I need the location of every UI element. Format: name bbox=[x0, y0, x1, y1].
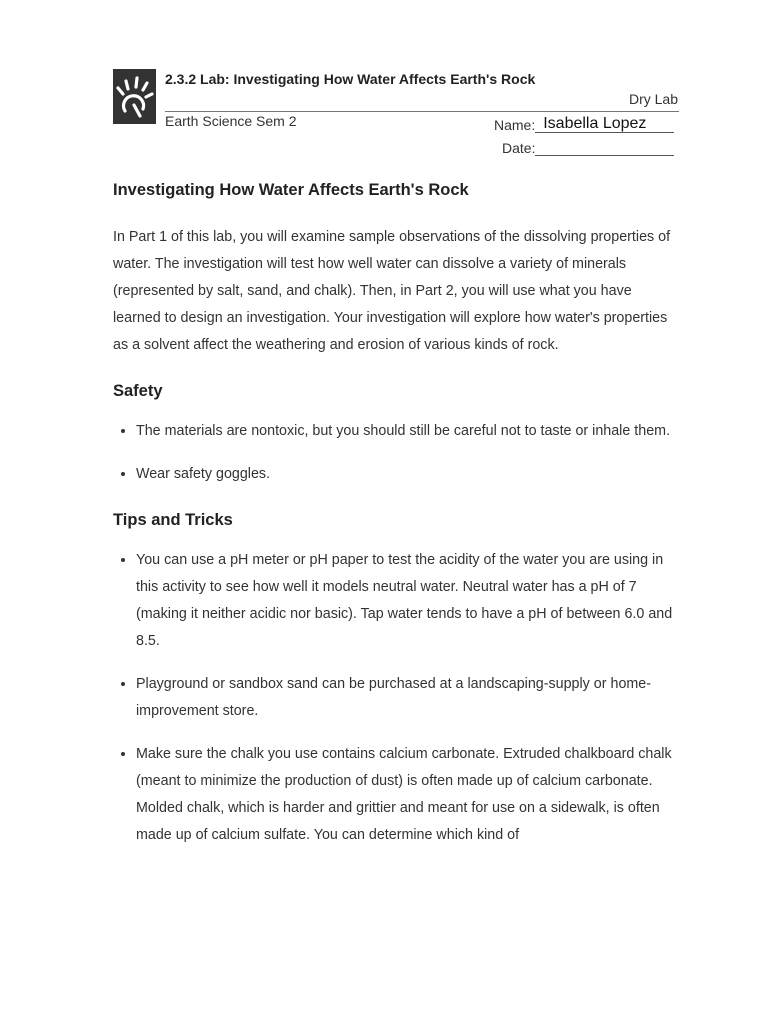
name-field-row bbox=[494, 114, 674, 133]
tips-heading: Tips and Tricks bbox=[113, 511, 233, 529]
name-label: Name: bbox=[494, 117, 536, 133]
list-item: • You can use a pH meter or pH paper to test the acidity of the water you are using in this activity to see how well it models neutral water. Neutral water has a pH of 7 (making it neither acidic nor basic). Tap water tends to have a pH of between 6.0 and 8.5. bbox=[136, 547, 683, 655]
date-field-row bbox=[502, 137, 674, 156]
document-body bbox=[113, 178, 683, 849]
date-field[interactable] bbox=[535, 137, 674, 156]
list-item: • Make sure the chalk you use contains calcium carbonate. Extruded chalkboard chalk (meant to minimize the production of dust) is often made up of calcium carbonate. Molded chalk, which is harder and grittier and meant for use on a sidewalk, is often made up of calcium sulfate. You can determine which kind of bbox=[136, 741, 683, 849]
list-item: • Wear safety goggles. bbox=[136, 461, 683, 488]
name-field[interactable]: Isabella Lopez bbox=[535, 114, 674, 133]
lab-type-label: Dry Lab bbox=[628, 91, 678, 107]
lab-title: 2.3.2 Lab: Investigating How Water Affects Earth's Rock bbox=[165, 71, 536, 87]
list-item: • Playground or sandbox sand can be purchased at a landscaping-supply or home-improvement store. bbox=[136, 671, 683, 725]
safety-list bbox=[113, 418, 683, 488]
date-label: Date: bbox=[502, 140, 536, 156]
safety-heading: Safety bbox=[113, 382, 163, 400]
intro-paragraph: In Part 1 of this lab, you will examine sample observations of the dissolving properties of water. The investigation will test how well water can dissolve a variety of minerals (represented by salt, sand, and chalk). Then, in Part 2, you will use what you have learned to design an investigation. Your investigation will explore how water's properties as a solvent affect the weathering and erosion of various kinds of rock. bbox=[113, 229, 671, 353]
tips-list bbox=[113, 547, 683, 849]
course-name: Earth Science Sem 2 bbox=[165, 113, 297, 129]
main-heading: Investigating How Water Affects Earth's Rock bbox=[113, 181, 469, 199]
apex-sun-logo-icon bbox=[113, 69, 156, 124]
list-item: • The materials are nontoxic, but you should still be careful not to taste or inhale them. bbox=[136, 418, 683, 445]
